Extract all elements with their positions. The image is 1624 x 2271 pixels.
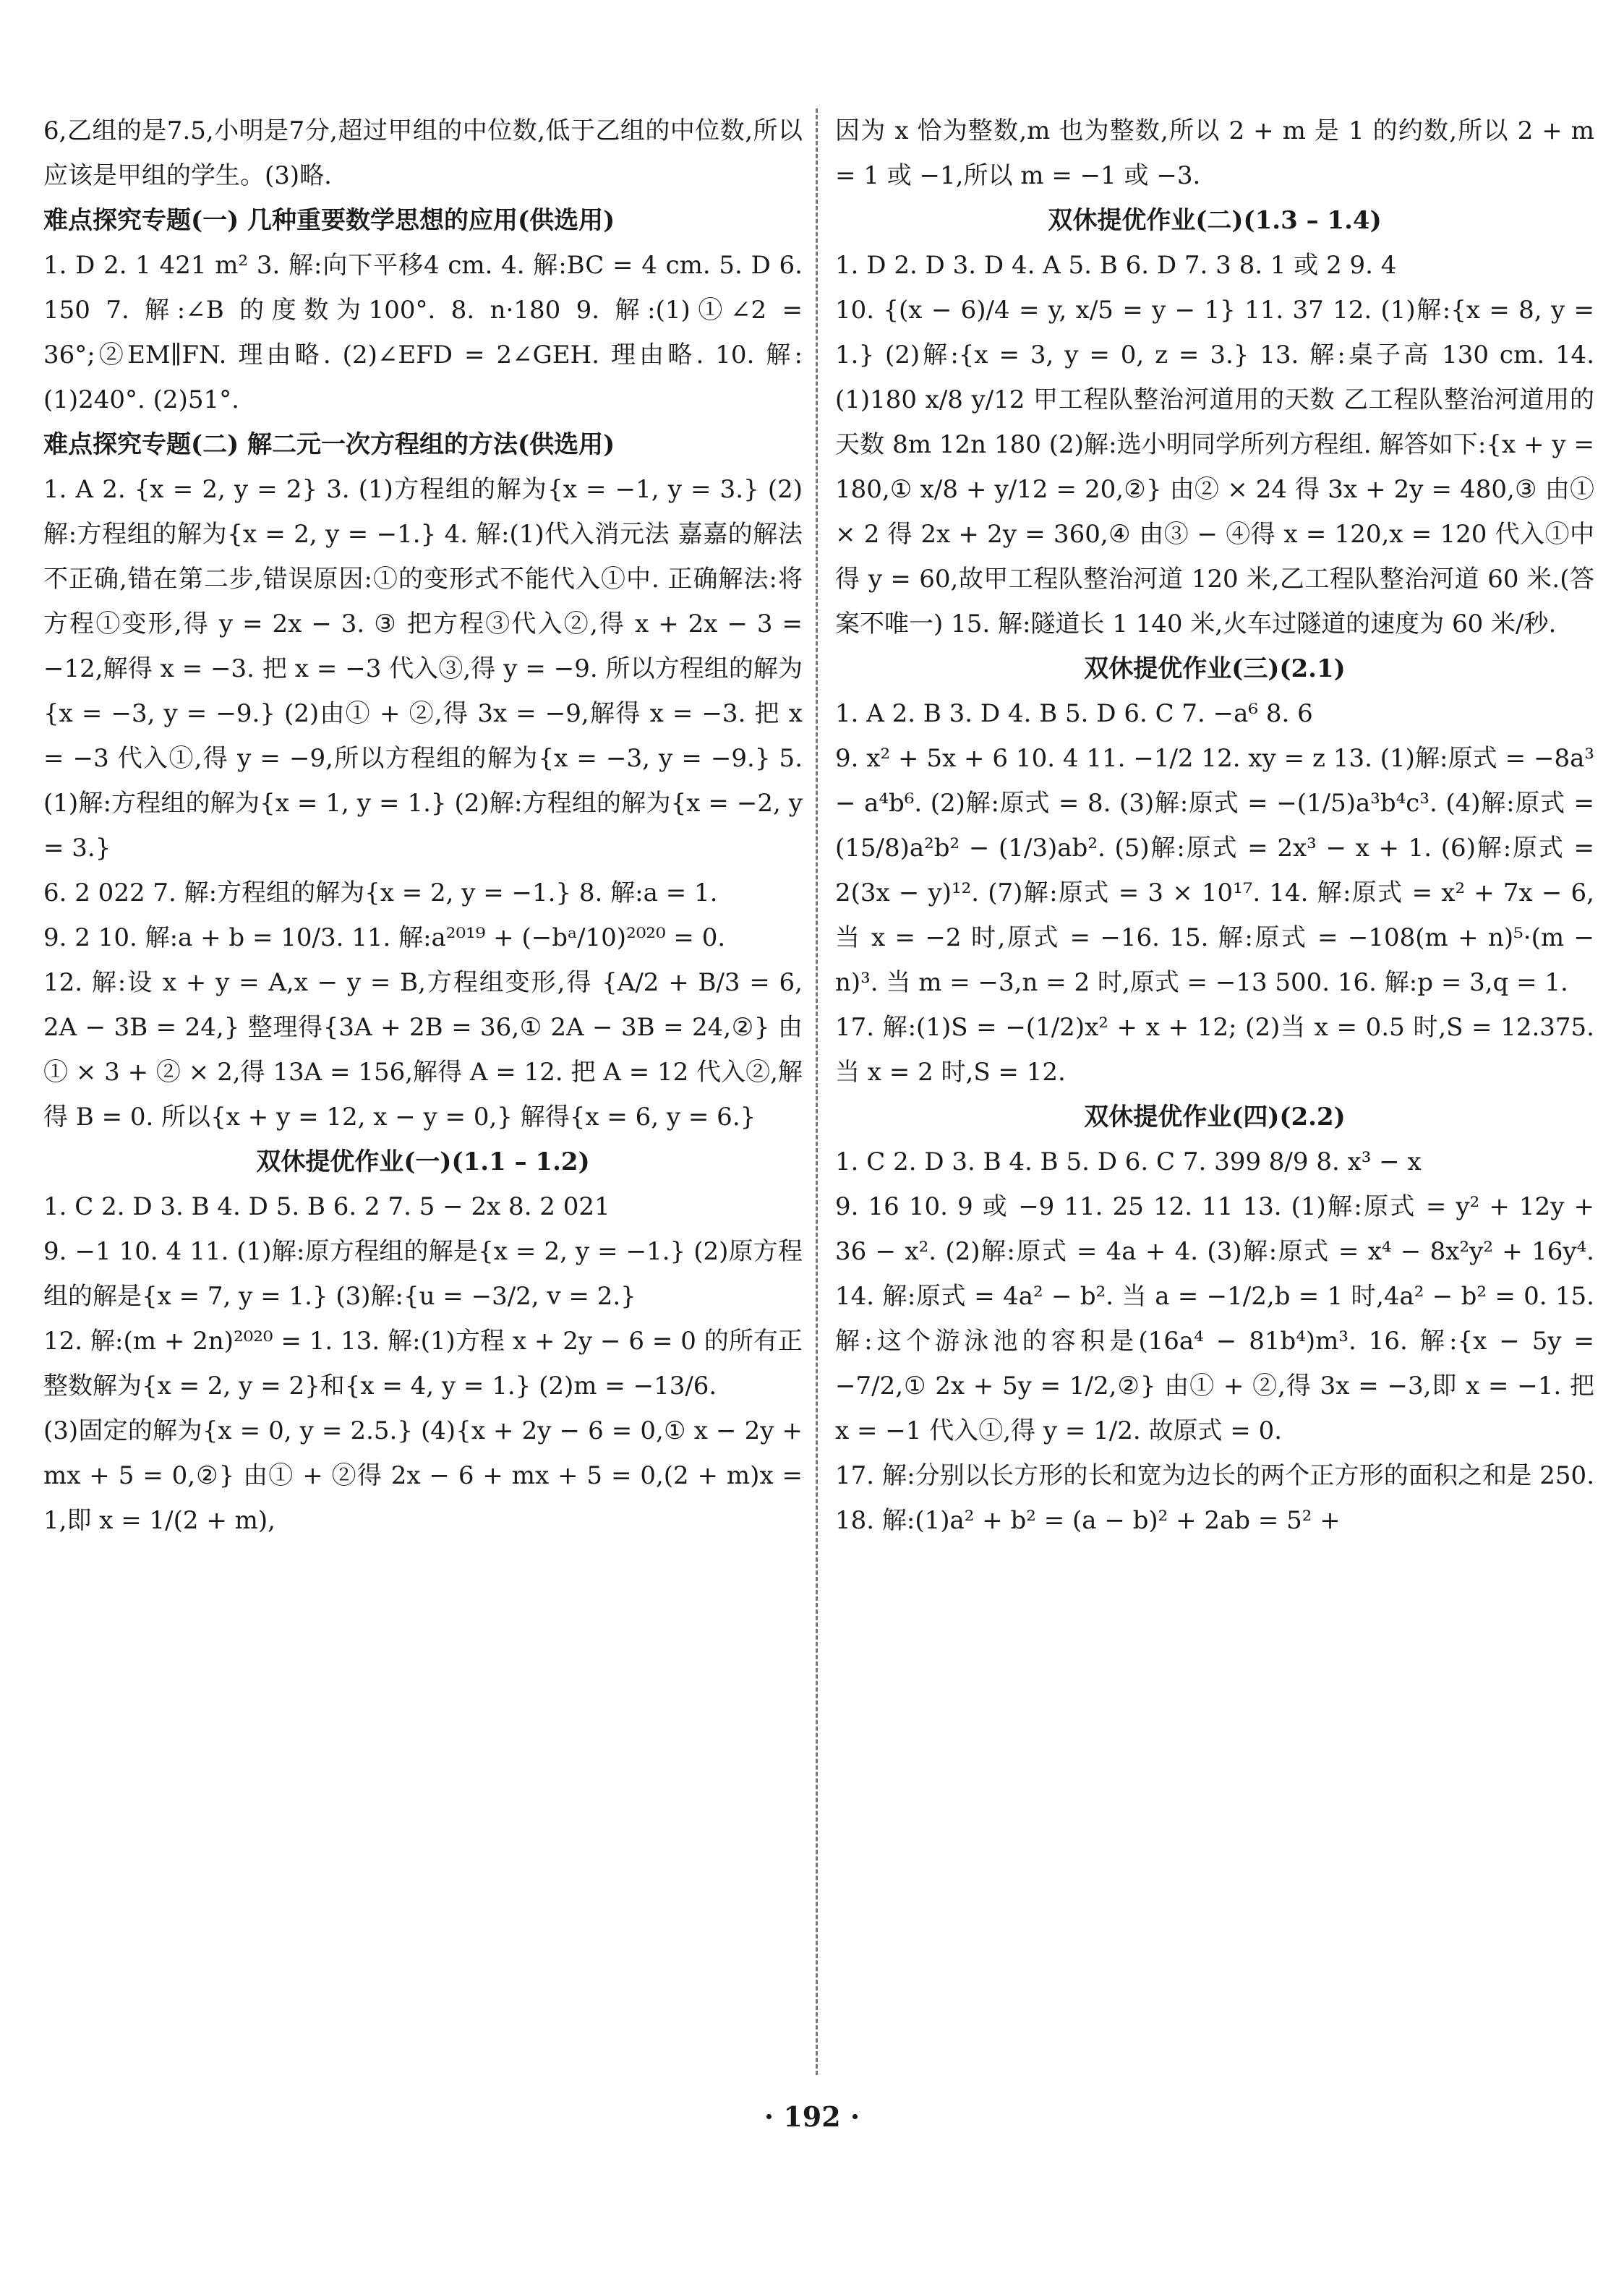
answer-paragraph: 1. D 2. 1 421 m² 3. 解:向下平移4 cm. 4. 解:BC = 4 cm. 5. D 6. 150 7. 解:∠B 的度数为100°. 8. n·180 9. 解:(1)①∠2 = 36°;②EM∥FN. 理由略. (2)∠EFD = 2∠GEH. 理由略. 10. 解:(1)240°. (2)51°. (43, 251, 803, 414)
section-heading: 双休提优作业(一)(1.1 – 1.2) (256, 1147, 590, 1176)
answer-paragraph: 6. 2 022 7. 解:方程组的解为{x = 2, y = −1.} 8. 解:a = 1. (43, 878, 718, 907)
answer-paragraph: 1. A 2. B 3. D 4. B 5. D 6. C 7. −a⁶ 8. 6 (835, 699, 1313, 728)
answer-paragraph: 6,乙组的是7.5,小明是7分,超过甲组的中位数,低于乙组的中位数,所以应该是甲组的学生。(3)略. (43, 116, 803, 190)
answer-paragraph: 17. 解:分别以长方形的长和宽为边长的两个正方形的面积之和是 250. 18. 解:(1)a² + b² = (a − b)² + 2ab = 5² + (835, 1461, 1594, 1535)
answer-paragraph: 1. D 2. D 3. D 4. A 5. B 6. D 7. 3 8. 1 或 2 9. 4 (835, 251, 1397, 280)
column-divider (816, 108, 818, 2075)
right-column (835, 108, 1594, 1543)
answer-paragraph: 12. 解:设 x + y = A,x − y = B,方程组变形,得 {A/2 + B/3 = 6, 2A − 3B = 24,} 整理得{3A + 2B = 36,① 2A − 3B = 24,②} 由① × 3 + ② × 2,得 13A = 156,解得 A = 12. 把 A = 12 代入②,解得 B = 0. 所以{x + y = 12, x − y = 0,} 解得{x = 6, y = 6.} (43, 968, 803, 1132)
answer-paragraph: 9. −1 10. 4 11. (1)解:原方程组的解是{x = 2, y = −1.} (2)原方程组的解是{x = 7, y = 1.} (3)解:{u = −3/2, v = 2.} (43, 1237, 803, 1311)
answer-paragraph: 1. A 2. {x = 2, y = 2} 3. (1)方程组的解为{x = −1, y = 3.} (2)解:方程组的解为{x = 2, y = −1.} 4. 解:(1)代入消元法 嘉嘉的解法不正确,错在第二步,错误原因:①的变形式不能代入①中. 正确解法:将方程①变形,得 y = 2x − 3. ③ 把方程③代入②,得 x + 2x − 3 = −12,解得 x = −3. 把 x = −3 代入③,得 y = −9. 所以方程组的解为{x = −3, y = −9.} (2)由① + ②,得 3x = −9,解得 x = −3. 把 x = −3 代入①,得 y = −9,所以方程组的解为{x = −3, y = −9.} 5. (1)解:方程组的解为{x = 1, y = 1.} (2)解:方程组的解为{x = −2, y = 3.} (43, 475, 803, 863)
answer-paragraph: 10. {(x − 6)/4 = y, x/5 = y − 1} 11. 37 12. (1)解:{x = 8, y = 1.} (2)解:{x = 3, y = 0, z = 3.} 13. 解:桌子高 130 cm. 14. (1)180 x/8 y/12 甲工程队整治河道用的天数 乙工程队整治河道用的天数 8m 12n 180 (2)解:选小明同学所列方程组. 解答如下:{x + y = 180,① x/8 + y/12 = 20,②} 由② × 24 得 3x + 2y = 480,③ 由① × 2 得 2x + 2y = 360,④ 由③ − ④得 x = 120,x = 120 代入①中得 y = 60,故甲工程队整治河道 120 米,乙工程队整治河道 60 米.(答案不唯一) 15. 解:隧道长 1 140 米,火车过隧道的速度为 60 米/秒. (835, 296, 1594, 638)
section-heading: 双休提优作业(二)(1.3 – 1.4) (1048, 206, 1382, 235)
section-heading: 双休提优作业(三)(2.1) (1084, 654, 1346, 683)
answer-paragraph: 1. C 2. D 3. B 4. B 5. D 6. C 7. 399 8/9 8. x³ − x (835, 1147, 1422, 1176)
left-column (43, 108, 803, 1543)
page-number: · 192 · (764, 2100, 860, 2133)
answer-paragraph: 17. 解:(1)S = −(1/2)x² + x + 12; (2)当 x = 0.5 时,S = 12.375. 当 x = 2 时,S = 12. (835, 1013, 1594, 1087)
answer-paragraph: (3)固定的解为{x = 0, y = 2.5.} (4){x + 2y − 6 = 0,① x − 2y + mx + 5 = 0,②} 由① + ②得 2x − 6 + mx + 5 = 0,(2 + m)x = 1,即 x = 1/(2 + m), (43, 1416, 803, 1535)
answer-paragraph: 1. C 2. D 3. B 4. D 5. B 6. 2 7. 5 − 2x 8. 2 021 (43, 1192, 610, 1221)
answer-paragraph: 9. 16 10. 9 或 −9 11. 25 12. 11 13. (1)解:原式 = y² + 12y + 36 − x². (2)解:原式 = 4a + 4. (3)解:原式 = x⁴ − 8x²y² + 16y⁴. 14. 解:原式 = 4a² − b². 当 a = −1/2,b = 1 时,4a² − b² = 0. 15. 解:这个游泳池的容积是(16a⁴ − 81b⁴)m³. 16. 解:{x − 5y = −7/2,① 2x + 5y = 1/2,②} 由① + ②,得 3x = −3,即 x = −1. 把 x = −1 代入①,得 y = 1/2. 故原式 = 0. (835, 1192, 1594, 1445)
answer-paragraph: 因为 x 恰为整数,m 也为整数,所以 2 + m 是 1 的约数,所以 2 + m = 1 或 −1,所以 m = −1 或 −3. (835, 116, 1594, 190)
answer-paragraph: 9. 2 10. 解:a + b = 10/3. 11. 解:a²⁰¹⁹ + (−bᵃ/10)²⁰²⁰ = 0. (43, 923, 726, 952)
answer-paragraph: 12. 解:(m + 2n)²⁰²⁰ = 1. 13. 解:(1)方程 x + 2y − 6 = 0 的所有正整数解为{x = 2, y = 2}和{x = 4, y = 1.} (2)m = −13/6. (43, 1327, 803, 1400)
section-heading: 难点探究专题(一) 几种重要数学思想的应用(供选用) (43, 206, 615, 235)
section-heading: 双休提优作业(四)(2.2) (1084, 1103, 1346, 1132)
answer-paragraph: 9. x² + 5x + 6 10. 4 11. −1/2 12. xy = z 13. (1)解:原式 = −8a³ − a⁴b⁶. (2)解:原式 = 8. (3)解:原式 = −(1/5)a³b⁴c³. (4)解:原式 = (15/8)a²b² − (1/3)ab². (5)解:原式 = 2x³ − x + 1. (6)解:原式 = 2(3x − y)¹². (7)解:原式 = 3 × 10¹⁷. 14. 解:原式 = x² + 7x − 6,当 x = −2 时,原式 = −16. 15. 解:原式 = −108(m + n)⁵·(m − n)³. 当 m = −3,n = 2 时,原式 = −13 500. 16. 解:p = 3,q = 1. (835, 744, 1594, 997)
section-heading: 难点探究专题(二) 解二元一次方程组的方法(供选用) (43, 430, 615, 459)
